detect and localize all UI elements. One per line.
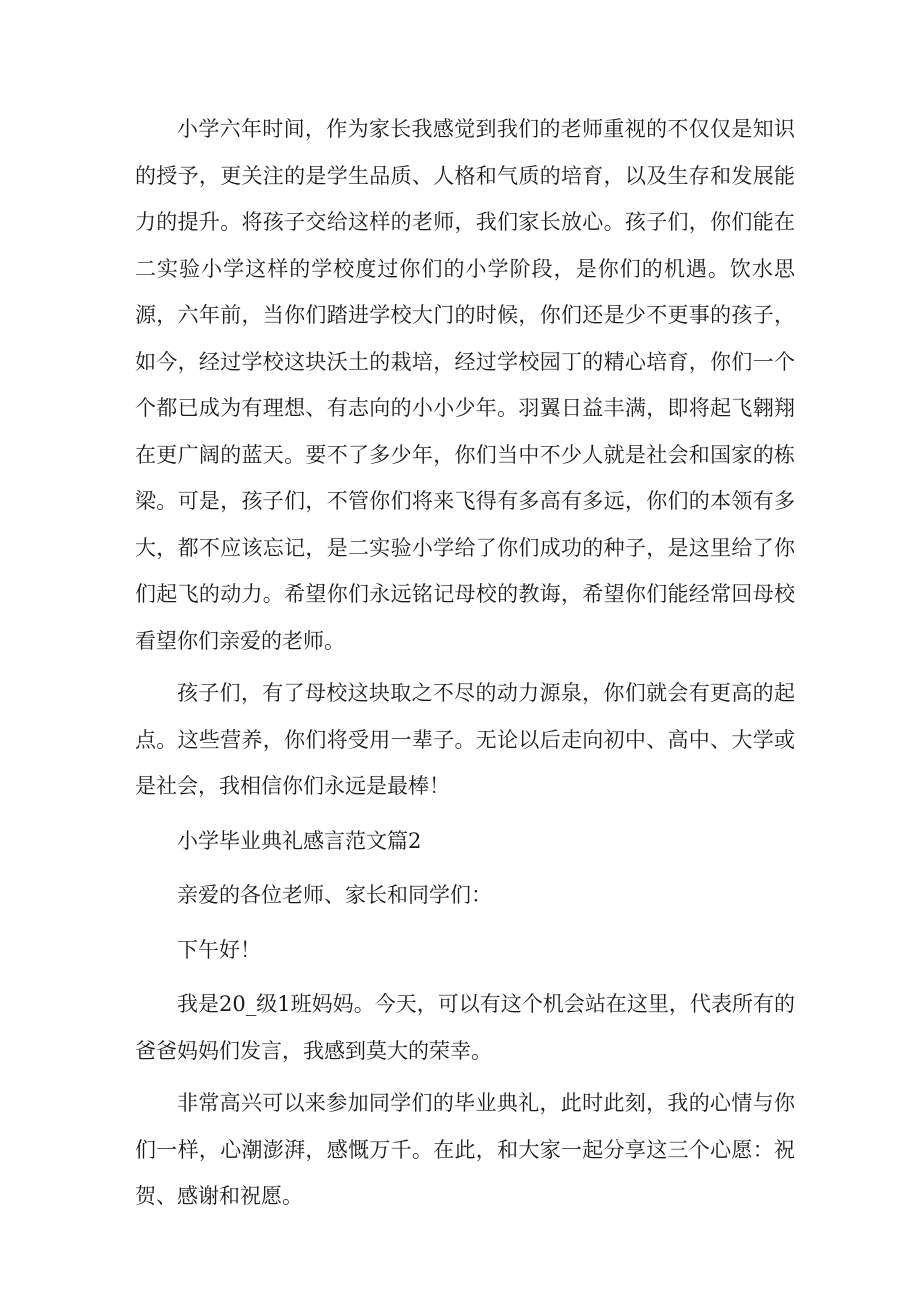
salutation: 亲爱的各位老师、家长和同学们： (177, 883, 492, 907)
document-body (135, 106, 795, 1220)
greeting: 下午好！ (177, 937, 261, 962)
paragraph-three-wishes: 非常高兴可以来参加同学们的毕业典礼，此时此刻，我的心情与你们一样，心潮澎湃，感慨万千。在此，和大家一起分享这三个心愿：祝贺、感谢和祝愿。 (135, 1091, 795, 1208)
paragraph-motivation-source: 孩子们，有了母校这块取之不尽的动力源泉，你们就会有更高的起点。这些营养，你们将受用一辈子。无论以后走向初中、高中、大学或是社会，我相信你们永远是最棒！ (135, 681, 795, 798)
paragraph-teachers-care: 小学六年时间，作为家长我感觉到我们的老师重视的不仅仅是知识的授予，更关注的是学生品质、人格和气质的培育，以及生存和发展能力的提升。将孩子交给这样的老师，我们家长放心。孩子们，你们能在二实验小学这样的学校度过你们的小学阶段，是你们的机遇。饮水思源，六年前，当你们踏进学校大门的时候，你们还是少不更事的孩子，如今，经过学校这块沃土的栽培，经过学校园丁的精心培育，你们一个个都已成为有理想、有志向的小小少年。羽翼日益丰满，即将起飞翱翔在更广阔的蓝天。要不了多少年，你们当中不少人就是社会和国家的栋梁。可是，孩子们，不管你们将来飞得有多高有多远，你们的本领有多大，都不应该忘记，是二实验小学给了你们成功的种子，是这里给了你们起飞的动力。希望你们永远铭记母校的教诲，希望你们能经常回母校看望你们亲爱的老师。 (135, 117, 795, 653)
paragraph-introduction: 我是20_级1班妈妈。今天，可以有这个机会站在这里，代表所有的爸爸妈妈们发言，我感到莫大的荣幸。 (135, 992, 795, 1063)
section-heading: 小学毕业典礼感言范文篇2 (177, 828, 422, 853)
